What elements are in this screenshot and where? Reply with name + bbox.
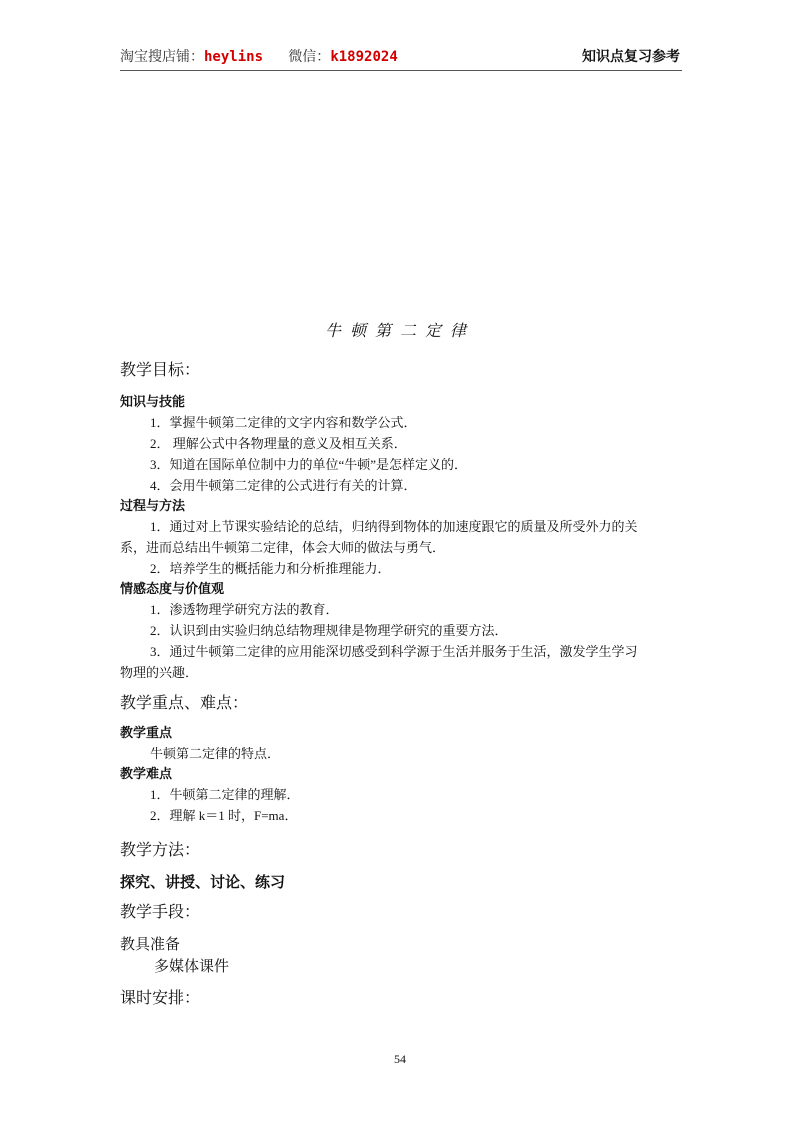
knowledge-item: 3．知道在国际单位制中力的单位“牛顿”是怎样定义的． — [150, 457, 468, 472]
difficulty-item: 1．牛顿第二定律的理解． — [150, 787, 300, 802]
emotion-item: 1．渗透物理学研究方法的教育． — [150, 602, 339, 617]
knowledge-heading: 知识与技能 — [120, 394, 186, 409]
emotion-item: 2．认识到由实验归纳总结物理规律是物理学研究的重要方法． — [150, 623, 508, 638]
header-right-title: 知识点复习参考 — [582, 48, 680, 64]
page-header — [120, 46, 680, 72]
shop-label: 淘宝搜店铺： — [120, 49, 204, 65]
means-item: 多媒体课件 — [154, 958, 230, 975]
wechat-id: k1892024 — [330, 49, 398, 65]
process-item: 2．培养学生的概括能力和分析推理能力． — [150, 561, 391, 576]
wechat-label: 微信： — [288, 49, 331, 65]
process-item-line: 1．通过对上节课实验结论的总结，归纳得到物体的加速度跟它的质量及所受外力的关 — [150, 519, 638, 534]
document-body — [120, 360, 685, 1010]
difficulty-item: 2．理解 k＝1 时，F=ma． — [150, 808, 298, 823]
emotion-item-line: 物理的兴趣． — [120, 665, 199, 680]
goals-heading: 教学目标： — [120, 362, 201, 379]
schedule-heading: 课时安排： — [120, 990, 201, 1007]
key-points-heading: 教学重点、难点： — [120, 695, 249, 712]
knowledge-item: 1．掌握牛顿第二定律的文字内容和数学公式． — [150, 415, 417, 430]
means-heading: 教学手段： — [120, 904, 201, 921]
header-divider — [120, 70, 682, 71]
header-shop-info — [120, 46, 398, 66]
emotion-heading: 情感态度与价值观 — [120, 581, 225, 596]
focus-item: 牛顿第二定律的特点． — [150, 746, 281, 761]
difficulty-heading: 教学难点 — [120, 766, 173, 781]
method-heading: 教学方法： — [120, 842, 201, 859]
knowledge-item: 4．会用牛顿第二定律的公式进行有关的计算． — [150, 478, 417, 493]
document-title: 牛顿第二定律 — [324, 321, 475, 340]
focus-heading: 教学重点 — [120, 725, 173, 740]
method-text: 探究、讲授、讨论、练习 — [120, 874, 286, 891]
shop-name: heylins — [204, 49, 264, 65]
page-number: 54 — [394, 1052, 406, 1066]
process-heading: 过程与方法 — [120, 498, 186, 513]
process-item-line: 系，进而总结出牛顿第二定律，体会大师的做法与勇气． — [120, 540, 446, 555]
means-subheading: 教具准备 — [120, 936, 181, 953]
knowledge-item: 2． 理解公式中各物理量的意义及相互关系． — [150, 436, 407, 451]
emotion-item-line: 3．通过牛顿第二定律的应用能深切感受到科学源于生活并服务于生活，激发学生学习 — [150, 644, 638, 659]
